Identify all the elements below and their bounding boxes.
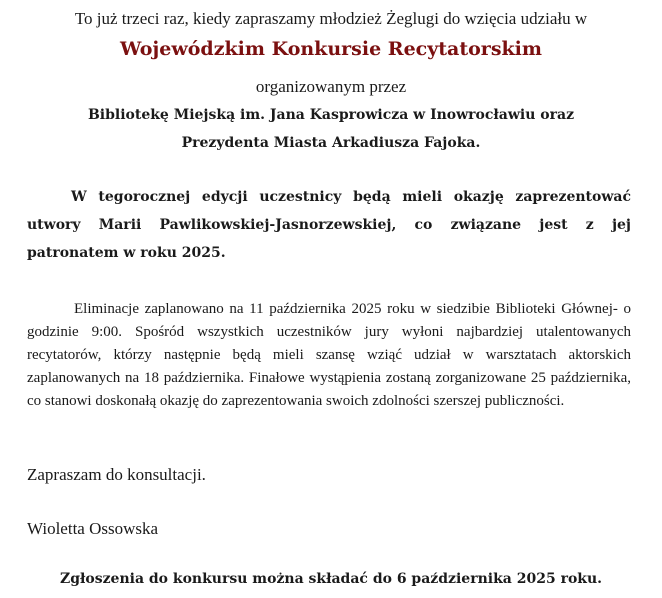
organized-by-line: organizowanym przez [255, 77, 407, 96]
organizer-mayor: Prezydenta Miasta Arkadiusza Fajoka. [181, 135, 481, 151]
highlight-paragraph: W tegorocznej edycji uczestnicy będą mieli okazję zaprezentować utwory Marii Pawlikowskiej-Jasnorzewskiej, co związane jest z jej patronatem w roku 2025. [27, 189, 631, 261]
submission-deadline: Zgłoszenia do konkursu można składać do 6 października 2025 roku. [59, 571, 603, 587]
intro-line: To już trzeci raz, kiedy zapraszamy młodzież Żeglugi do wzięcia udziału w [74, 9, 588, 28]
contest-title: Wojewódzkim Konkursie Recytatorskim [119, 38, 543, 60]
details-paragraph: Eliminacje zaplanowano na 11 października 2025 roku w siedzibie Biblioteki Głównej- o godzinie 9:00. Spośród wszystkich uczestników jury wyłoni najbardziej utalentowanych recytatorów, którzy następnie będą mieli szansę wziąć udział w warsztatach aktorskich zaplanowanych na 18 października. Finałowe wystąpienia zostaną zorganizowane 25 października, co stanowi doskonałą okazję do zaprezentowania swoich zdolności szerszej publiczności. [27, 301, 631, 409]
signature: Wioletta Ossowska [27, 519, 159, 538]
consultation-invite: Zapraszam do konsultacji. [27, 465, 206, 484]
organizer-library: Bibliotekę Miejską im. Jana Kasprowicza w Inowrocławiu oraz [87, 107, 575, 123]
